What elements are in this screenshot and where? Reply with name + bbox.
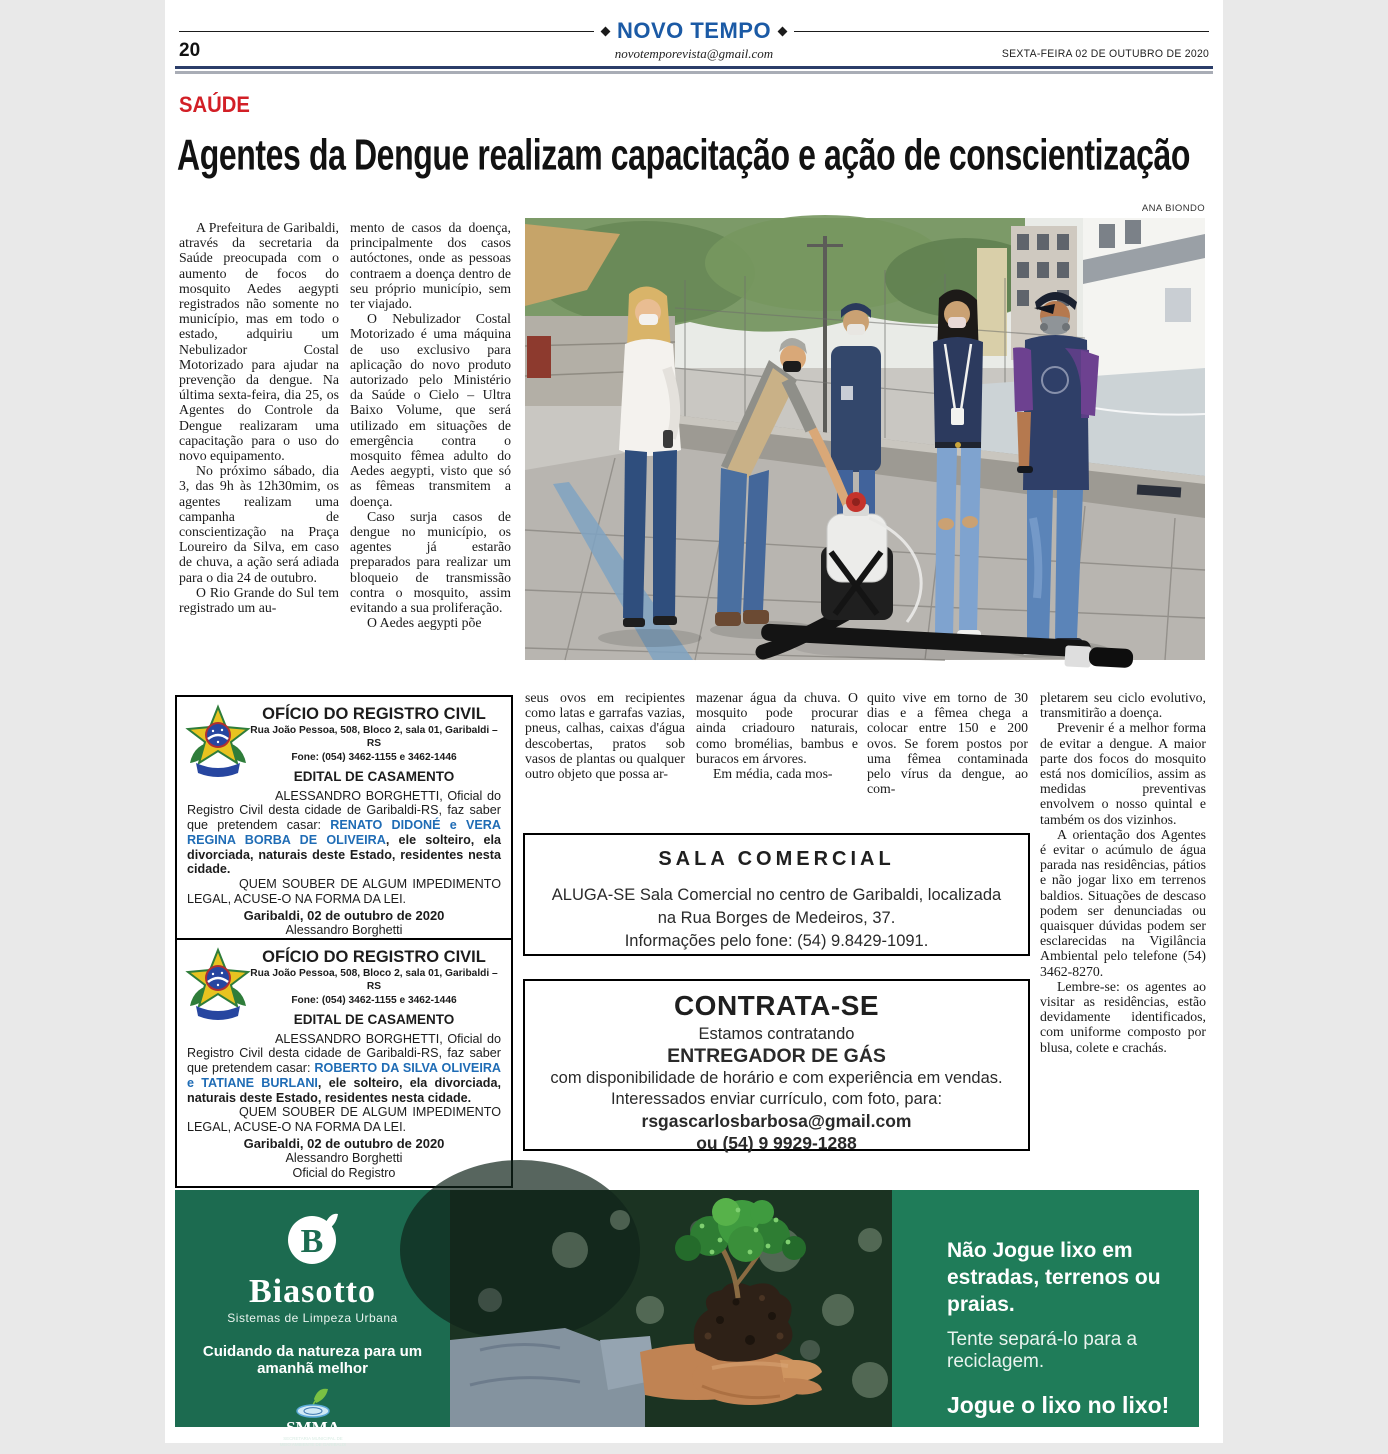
edital-title: OFÍCIO DO REGISTRO CIVIL <box>262 948 486 966</box>
article-column-1: A Prefeitura de Garibaldi, através da secretaria da Saúde preocupada com o aumento de focos do mosquito Aedes aegypti registrados não somente no município, mas em todo o estado, adquiriu um Nebulizador Costal Motorizado para ajudar na prevenção da dengue. Na última sexta-feira, dia 25, os Agentes do Controle da Dengue realizaram uma capacitação para o uso do novo equipamento. No próximo sábado, dia 3, das 9h às 12h30mim, os agentes realizam uma campanha de conscientização na Praça Loureiro da Silva, em caso de chuva, a ação será adiada para o dia 24 de outubro. O Rio Grande do Sul tem registrado um au- <box>179 220 339 616</box>
smma-logo <box>175 1387 450 1454</box>
section-label: SAÚDE <box>179 92 250 117</box>
ad-brand-subtitle: Sistemas de Limpeza Urbana <box>227 1311 398 1325</box>
brazil-coat-of-arms-icon <box>185 948 251 1024</box>
edital-body: ALESSANDRO BORGHETTI, Oficial do Registro Civil desta cidade de Garibaldi-RS, faz saber que pretendem casar: RENATO DIDONÉ e VERA REGINA BORBA DE OLIVEIRA, ele solteiro, ela divorciada, naturais deste Estado, residentes nesta cidade. <box>187 788 501 877</box>
svg-text:B: B <box>300 1223 323 1260</box>
edital-signer: Alessandro Borghetti <box>285 922 403 937</box>
edition-date: SEXTA-FEIRA 02 DE OUTUBRO DE 2020 <box>1001 48 1209 60</box>
ad-message-cta: Jogue o lixo no lixo! <box>947 1392 1170 1418</box>
ad-message-headline: Não Jogue lixo em estradas, terrenos ou praias. <box>947 1239 1161 1316</box>
edital-casamento-1 <box>175 695 513 960</box>
ad-tagline: Cuidando da natureza para um amanhã melhor <box>202 1343 423 1377</box>
couple-names: RENATO DIDONÉ e VERA REGINA BORBA DE OLIVEIRA <box>187 818 501 847</box>
edital-phone: Fone: (054) 3462-1155 e 3462-1446 <box>291 752 457 763</box>
header-rule-navy <box>175 66 1213 69</box>
biasotto-advertisement <box>175 1190 1199 1447</box>
article-column-4: mazenar água da chuva. O mosquito pode procurar ainda criadouro naturais, como bromélias, bambus e buracos em árvores. Em média, cada mos- <box>696 690 858 782</box>
edital-subtitle: EDITAL DE CASAMENTO <box>293 768 455 784</box>
edital-date: Garibaldi, 02 de outubro de 2020 <box>243 1136 445 1152</box>
edital-body: ALESSANDRO BORGHETTI, Oficial do Registro Civil desta cidade de Garibaldi-RS, faz saber que pretendem casar: ROBERTO DA SILVA OLIVEIRA e TATIANE BURLANI, ele solteiro, ela divorciada, naturais deste Estado, residentes nesta cidade. <box>187 1031 502 1105</box>
masthead-title: NOVO TEMPO <box>616 18 772 43</box>
smma-logo-icon <box>278 1387 348 1449</box>
article-column-6: pletarem seu ciclo evolutivo, transmitirão a doença. Prevenir é a melhor forma de evitar a dengue. A maior parte dos focos do mosquito está nos domicílios, assim as medidas preventivas envolvem o nosso quintal e também os dos vizinhos. A orientação dos Agentes é evitar o acúmulo de água parada nas residências, pátios e não jogar lixo em terrenos baldios. Situações de descaso podem ser denunciadas ou quaisquer dúvidas podem ser esclarecidas na Vigilância Ambiental pelo telefone (54) 3462-8270. Lembre-se: os agentes ao visitar as residências, estão devidamente identificados, com uniforme composto por blusa, colete e crachás. <box>1040 690 1206 1055</box>
ad-message-sub: Tente separá-lo para a reciclagem. <box>947 1329 1138 1372</box>
couple-names: ROBERTO DA SILVA OLIVEIRA e TATIANE BURLANI <box>187 1061 502 1090</box>
edital-title: OFÍCIO DO REGISTRO CIVIL <box>262 705 486 723</box>
contact-phone: ou (54) 9 9929-1288 <box>696 1133 857 1153</box>
edital-signer: Alessandro Borghetti <box>285 1151 403 1166</box>
edital-legal: QUEM SOUBER DE ALGUM IMPEDIMENTO LEGAL, ACUSE-O NA FORMA DA LEI. <box>187 1105 501 1135</box>
tree-in-hands-illustration <box>450 1190 892 1427</box>
classified-contrata-se: CONTRATA-SE Estamos contratando ENTREGADOR DE GÁS com disponibilidade de horário e com experiência em vendas. Interessados enviar currículo, com foto, para: rsgascarlosbarbosa@gmail.com ou (54) 9 9929-1288 <box>523 979 1030 1151</box>
article-photo <box>525 218 1205 660</box>
photo-illustration <box>525 218 1205 660</box>
svg-text:MEIO AMBIENTE DE GARIBALDI: MEIO AMBIENTE DE GARIBALDI <box>279 1442 346 1447</box>
photo-credit: ANA BIONDO <box>1141 203 1205 214</box>
edital-signer-role: Oficial do Registro <box>292 1165 396 1180</box>
classified-body: ALUGA-SE Sala Comercial no centro de Garibaldi, localizada na Rua Borges de Medeiros, 37. Informações pelo fone: (54) 9.8429-1091. <box>551 886 1002 950</box>
edital-date: Garibaldi, 02 de outubro de 2020 <box>243 907 445 923</box>
masthead-rule-left <box>179 31 594 32</box>
diamond-icon <box>600 26 610 36</box>
ad-photo-panel <box>450 1190 892 1427</box>
classified-title: SALA COMERCIAL <box>658 848 895 870</box>
edital-address: Rua João Pessoa, 508, Bloco 2, sala 01, Garibaldi – RS <box>250 968 498 992</box>
page-number: 20 <box>179 40 201 61</box>
article-column-3: seus ovos em recipientes como latas e garrafas vazias, pneus, calhas, caixas d'água descobertas, pratos sob vasos de plantas ou qualquer outro objeto que possa ar- <box>525 690 685 782</box>
edital-casamento-2 <box>175 938 513 1188</box>
edital-address: Rua João Pessoa, 508, Bloco 2, sala 01, Garibaldi – RS <box>250 725 498 749</box>
classified-sala-comercial <box>523 833 1030 956</box>
svg-text:SECRETARIA MUNICIPAL DE: SECRETARIA MUNICIPAL DE <box>282 1436 343 1441</box>
edital-phone: Fone: (054) 3462-1155 e 3462-1446 <box>291 995 457 1006</box>
biasotto-logo-icon <box>286 1210 340 1266</box>
masthead-rule-right <box>794 31 1209 32</box>
ad-message-panel <box>892 1190 1199 1427</box>
job-title: ENTREGADOR DE GÁS <box>667 1045 886 1067</box>
ad-brand-name: Biasotto <box>249 1273 376 1310</box>
svg-text:SMMA: SMMA <box>285 1418 340 1437</box>
classified-title: CONTRATA-SE <box>673 990 880 1021</box>
brazil-coat-of-arms-icon <box>185 705 251 781</box>
masthead <box>179 18 1209 44</box>
edital-subtitle: EDITAL DE CASAMENTO <box>293 1011 455 1027</box>
header-rule-gray <box>175 71 1213 74</box>
newspaper-page <box>165 0 1223 1447</box>
article-column-2: mento de casos da doença, principalmente dos casos autóctones, onde as pessoas contraem a doença dentro de seu próprio município, sem ter viajado. O Nebulizador Costal Motorizado é uma máquina de uso exclusivo para aplicação do novo produto autorizado pelo Ministério da Saúde o Cielo – Ultra Baixo Volume, que será utilizado em situações de emergência contra o mosquito fêmea adulto do Aedes aegypti, visto que só as fêmeas transmitem a doença. Caso surja casos de dengue no município, os agentes já estarão preparados para realizar um bloqueio de transmissão contra o mosquito, assim evitando a sua proliferação. O Aedes aegypti põe <box>350 220 511 631</box>
contact-email: rsgascarlosbarbosa@gmail.com <box>641 1111 912 1131</box>
article-column-5: quito vive em torno de 30 dias e a fêmea chega a colocar entre 150 e 200 ovos. Se forem postos por uma fêmea contaminada pelo vírus da dengue, ao com- <box>867 690 1028 797</box>
diamond-icon <box>778 26 788 36</box>
masthead-email: novotemporevista@gmail.com <box>614 46 774 61</box>
edital-legal: QUEM SOUBER DE ALGUM IMPEDIMENTO LEGAL, ACUSE-O NA FORMA DA LEI. <box>187 877 501 907</box>
article-headline: Agentes da Dengue realizam capacitação e ação de conscientização <box>177 130 1191 180</box>
